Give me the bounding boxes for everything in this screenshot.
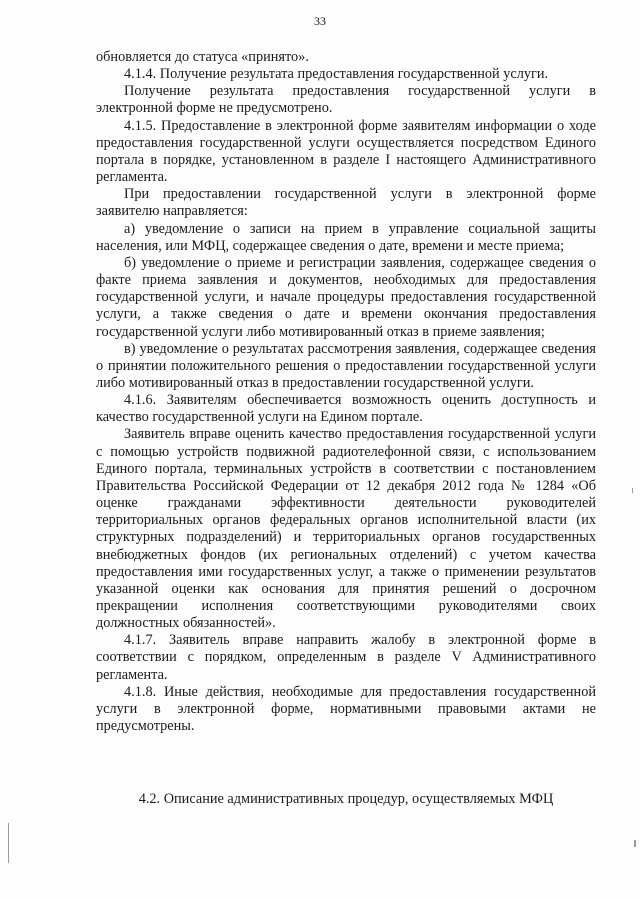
paragraph-notifications-intro: При предоставлении государственной услуги в электронной форме заявителю направляется: (96, 186, 596, 220)
paragraph-4-1-5: 4.1.5. Предоставление в электронной форме заявителям информации о ходе предоставления государственной услуги осуществляется посредством Единого портала в порядке, установленном в разделе I настоящего Административного регламента. (96, 117, 596, 186)
section-heading-4-2: 4.2. Описание административных процедур, осуществляемых МФЦ (138, 791, 554, 807)
scan-artifact-right-upper (632, 488, 633, 493)
paragraph-item-a: а) уведомление о записи на прием в управление социальной защиты населения, или МФЦ, содержащее сведения о дате, времени и месте приема; (96, 220, 596, 254)
paragraph-quality-assessment: Заявитель вправе оценить качество предоставления государственной услуги с помощью устройств подвижной радиотелефонной связи, с использованием Единого портала, терминальных устройств в соответствии с постановлением Правительства Российской Федерации от 12 декабря 2012 года № 1284 «Об оценке гражданами эффективности деятельности руководителей территориальных органов федеральных органов исполнительной власти (их структурных подразделений) и территориальных органов государственных внебюджетных фондов (их региональных отделений) с учетом качества предоставления ими государственных услуг, а также о применении результатов указанной оценки как основания для принятия решений о досрочном прекращении исполнения соответствующими руководителями своих должностных обязанностей». (96, 426, 596, 632)
page-number: 33 (314, 14, 326, 28)
paragraph-4-1-7: 4.1.7. Заявитель вправе направить жалобу в электронной форме в соответствии с порядком, определенным в разделе V Административного регламента. (96, 632, 596, 683)
paragraph-item-b: б) уведомление о приеме и регистрации заявления, содержащее сведения о факте приема заявления и документов, необходимых для предоставления государственной услуги, и начале процедуры предоставления государственной услуги, а также сведения о дате и времени окончания предоставления государственной услуги либо мотивированный отказ в приеме заявления; (96, 254, 596, 340)
paragraph-4-1-6: 4.1.6. Заявителям обеспечивается возможность оценить доступность и качество государственной услуги на Едином портале. (96, 392, 596, 426)
paragraph-continuation: обновляется до статуса «принято». (96, 49, 309, 65)
paragraph-item-v: в) уведомление о результатах рассмотрения заявления, содержащее сведения о принятии положительного решения о предоставлении государственной услуги либо мотивированный отказ в предоставлении государственной услуги. (96, 340, 596, 391)
paragraph-4-1-8: 4.1.8. Иные действия, необходимые для предоставления государственной услуги в электронной форме, нормативными правовыми актами не предусмотрены. (96, 683, 596, 735)
paragraph-4-1-4: 4.1.4. Получение результата предоставления государственной услуги. (124, 66, 549, 83)
body-text (96, 49, 596, 735)
scan-artifact-left (8, 823, 9, 863)
paragraph-result-receipt: Получение результата предоставления государственной услуги в электронной форме не предусмотрено. (96, 83, 596, 117)
scan-artifact-right-lower (634, 840, 636, 847)
